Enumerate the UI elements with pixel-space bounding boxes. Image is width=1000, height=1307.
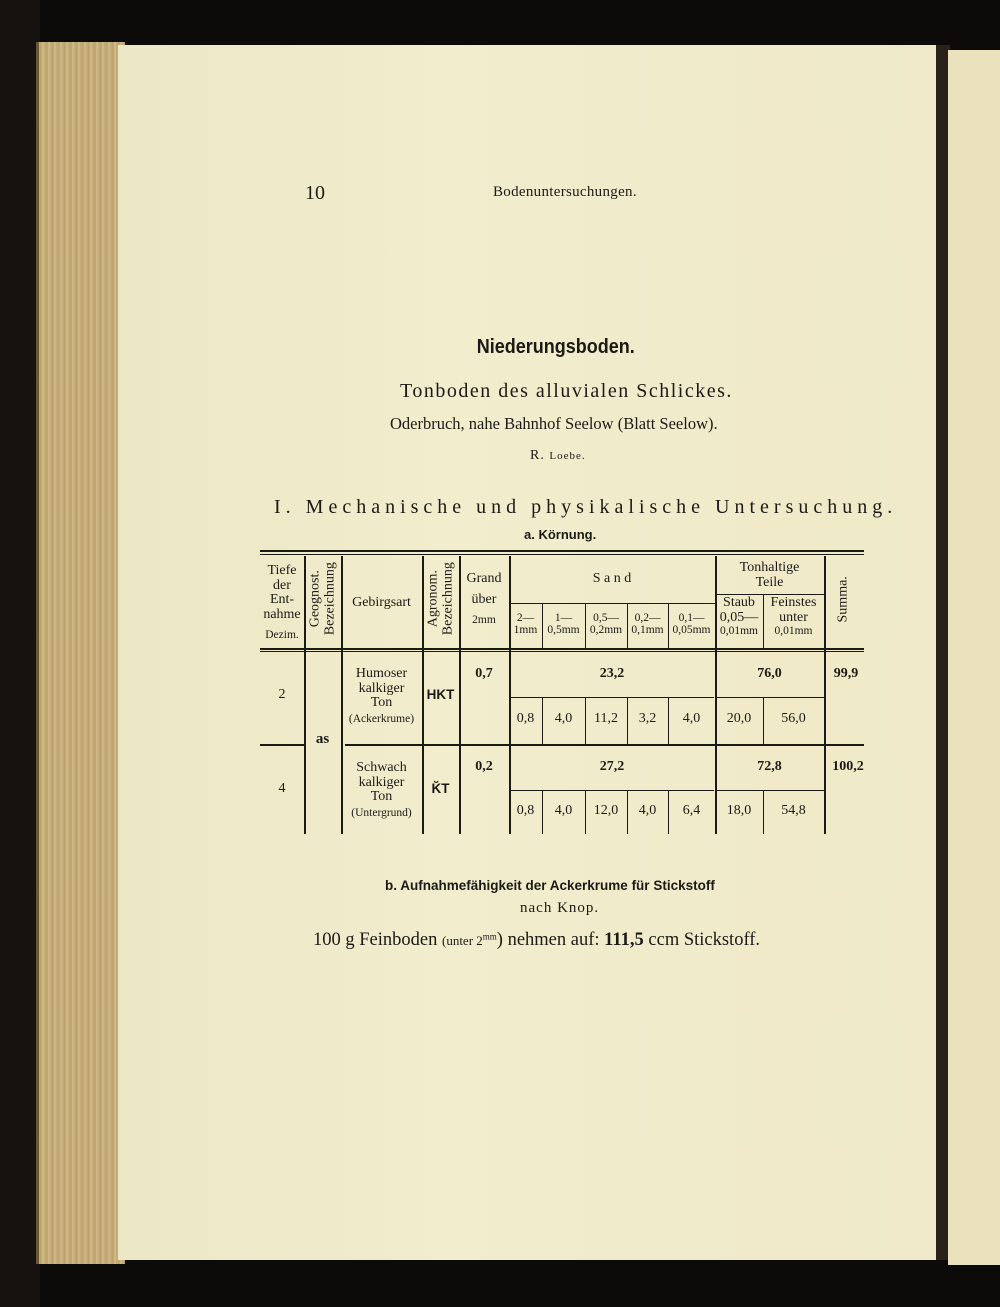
header-depth-line: Ent- — [269, 592, 295, 608]
header-sand: S a n d — [592, 571, 632, 586]
author-initial: R. — [530, 448, 545, 463]
row1-gebirgsart — [341, 667, 422, 725]
row2-gebirgsart — [341, 761, 422, 819]
header-sand-col-line: 0,05mm — [672, 624, 711, 637]
nitrogen-value: 111,5 — [604, 930, 644, 950]
header-geognost-line: Geognost. — [307, 570, 323, 628]
header-bottom-rule — [260, 648, 864, 650]
row1-agronom: HKT — [426, 687, 455, 702]
header-staub-line: Staub — [723, 595, 755, 610]
header-sand-col-line: 2— — [516, 612, 535, 624]
row1-gebirgsart-line: kalkiger — [358, 680, 405, 696]
header-depth-unit: Dezim. — [265, 628, 299, 641]
header-sand-col-line: 0,5— — [593, 612, 619, 624]
row1-sand-value: 4,0 — [554, 711, 573, 726]
book-page — [118, 45, 936, 1260]
row1-ton-total: 76,0 — [757, 666, 782, 681]
header-sand-col-line: 0,2— — [634, 612, 661, 624]
row1-sand-value: 0,8 — [516, 711, 535, 726]
section-title: I. Mechanische und physikalische Untersuchung. — [274, 496, 898, 518]
header-geognost-line: Bezeichnung — [322, 562, 337, 636]
header-feinstes-line: unter — [779, 609, 808, 625]
geognost-value: as — [315, 731, 330, 747]
header-sand-col — [585, 612, 627, 636]
row1-gebirgsart-note: (Ackerkrume) — [348, 713, 415, 726]
author-name: Loebe. — [549, 450, 586, 462]
header-grand — [459, 572, 509, 626]
nitrogen-result-a: 100 g Feinboden — [313, 930, 438, 950]
header-sand-col-line: 1mm — [513, 624, 538, 637]
row2-sand-total: 27,2 — [599, 759, 625, 774]
header-staub — [715, 596, 763, 637]
header-depth-line: nahme — [263, 607, 301, 623]
header-bottom-rule-2 — [260, 651, 864, 652]
header-depth-line: Tiefe — [267, 563, 297, 578]
document-subtitle: Tonboden des alluvialen Schlickes. — [400, 380, 733, 402]
header-gebirgsart: Gebirgsart — [352, 595, 411, 610]
header-sand-col-line: 1— — [554, 612, 573, 624]
header-tonhaltige — [715, 561, 824, 590]
subsection-title: a. Körnung. — [524, 527, 597, 542]
header-sand-col-line: 0,2mm — [589, 624, 623, 637]
running-head: Bodenuntersuchungen. — [493, 184, 637, 200]
header-grand-line: Grand — [466, 571, 502, 586]
row2-sand-value: 6,4 — [682, 803, 701, 818]
row2-gebirgsart-line: kalkiger — [358, 774, 405, 790]
row2-depth: 4 — [278, 781, 286, 796]
row2-split-rule-ton — [716, 790, 824, 791]
header-agronom-text — [426, 558, 455, 640]
header-summa-text: Summa. — [835, 576, 851, 623]
row2-sand-value: 12,0 — [593, 803, 619, 818]
row1-gebirgsart-line: Humoser — [355, 666, 408, 681]
header-tonhaltige-line: Teile — [755, 574, 784, 590]
nitrogen-result-c: ) nehmen auf: — [496, 930, 600, 950]
header-depth-line: der — [273, 577, 291, 593]
header-sand-col — [509, 612, 542, 636]
header-tonhaltige-line: Tonhaltige — [739, 560, 800, 575]
table-top-rule-2 — [260, 554, 864, 555]
header-staub-line: 0,01mm — [719, 625, 758, 638]
row-divider-depth — [260, 744, 304, 746]
header-sand-col — [627, 612, 668, 636]
row1-grand: 0,7 — [475, 666, 493, 681]
header-summa — [804, 576, 884, 623]
row2-sand-value: 4,0 — [638, 803, 657, 818]
row1-sand-value: 4,0 — [682, 711, 701, 726]
nitrogen-section-subtitle: nach Knop. — [520, 900, 600, 916]
nitrogen-result-d: ccm Stickstoff. — [648, 930, 761, 950]
row1-sand-value: 3,2 — [638, 711, 657, 726]
header-sand-col-line: 0,1mm — [631, 624, 664, 637]
row1-split-rule-sand — [510, 697, 714, 698]
header-sand-col — [668, 612, 715, 636]
header-geognost-text — [308, 558, 337, 640]
header-grand-line: über — [471, 591, 497, 607]
row1-gebirgsart-line: Ton — [370, 695, 393, 711]
row2-sand-value: 4,0 — [554, 803, 573, 818]
row2-ton-total: 72,8 — [757, 759, 782, 774]
row2-gebirgsart-line: Schwach — [356, 760, 407, 775]
row1-depth: 2 — [278, 687, 286, 702]
facing-page — [948, 50, 1000, 1265]
row1-sand-value: 11,2 — [594, 711, 618, 726]
row1-staub: 20,0 — [726, 711, 752, 726]
book-spine — [0, 0, 40, 1307]
row2-summa: 100,2 — [832, 759, 864, 774]
header-sand-col-line: 0,1— — [678, 612, 705, 624]
header-feinstes-line: Feinstes — [770, 595, 817, 610]
nitrogen-result-b-sup: mm — [482, 931, 497, 942]
row2-gebirgsart-note: (Untergrund) — [351, 807, 412, 820]
nitrogen-result-b-text: (unter 2 — [441, 933, 483, 948]
nitrogen-section-title: b. Aufnahmefähigkeit der Ackerkrume für Stickstoff — [385, 878, 715, 893]
row2-grand: 0,2 — [475, 759, 493, 774]
row1-split-rule-ton — [716, 697, 824, 698]
header-grand-unit: 2mm — [472, 614, 496, 627]
row2-feinstes: 54,8 — [781, 803, 806, 818]
row2-gebirgsart-line: Ton — [370, 789, 393, 805]
row1-sand-total: 23,2 — [599, 666, 625, 681]
header-agronom-line: Bezeichnung — [440, 562, 455, 636]
header-sand-col — [542, 612, 585, 636]
row1-summa: 99,9 — [833, 666, 859, 681]
page-edges — [36, 42, 125, 1264]
header-staub-line: 0,05— — [719, 609, 759, 625]
header-feinstes-line: 0,01mm — [774, 625, 813, 638]
row1-feinstes: 56,0 — [781, 711, 806, 726]
nitrogen-result — [313, 930, 760, 951]
document-title: Niederungsboden. — [476, 336, 635, 358]
sample-location: Oderbruch, nahe Bahnhof Seelow (Blatt Seelow). — [390, 414, 718, 433]
header-sand-col-line: 0,5mm — [547, 624, 580, 637]
sand-subheader-rule — [510, 603, 716, 604]
col-rule — [509, 556, 511, 834]
row2-split-rule-sand — [510, 790, 714, 791]
page-number: 10 — [305, 182, 325, 204]
row2-staub: 18,0 — [726, 803, 752, 818]
nitrogen-result-b — [442, 933, 497, 948]
row2-agronom: K̆T — [431, 781, 450, 796]
row2-sand-value: 0,8 — [516, 803, 535, 818]
author — [530, 448, 586, 464]
header-agronom-line: Agronom. — [425, 570, 441, 628]
table-top-rule — [260, 550, 864, 552]
